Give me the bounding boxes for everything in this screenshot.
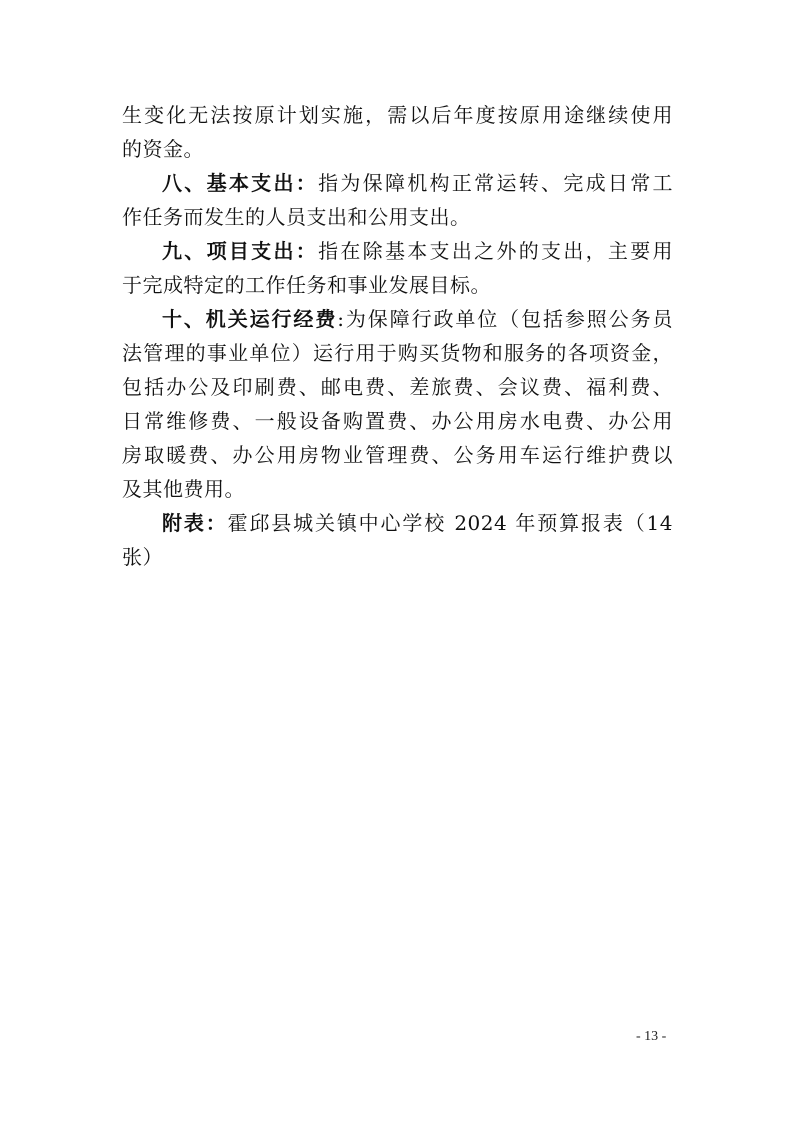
item-8-text: 指为保障机构正常运转、完成日常工	[318, 171, 674, 195]
item-8-heading: 八、基本支出：	[162, 171, 319, 195]
item-10-text: :为保障行政单位（包括参照公务员	[337, 307, 673, 331]
paragraph-line: 作任务而发生的人员支出和公用支出。	[122, 205, 471, 229]
paragraph-line: 的资金。	[122, 137, 204, 161]
page-number: - 13 -	[636, 1029, 667, 1044]
paragraph-line: 于完成特定的工作任务和事业发展目标。	[122, 273, 491, 297]
item-10-heading: 十、机关运行经费	[162, 307, 338, 331]
attachment-heading: 附表：	[162, 511, 228, 535]
paragraph-line: 房取暖费、办公用房物业管理费、公务用车运行维护费以	[122, 443, 673, 467]
item-9-text: 指在除基本支出之外的支出，主要用	[318, 239, 674, 263]
attachment-first-line	[162, 506, 673, 540]
item-9-first-line	[162, 234, 673, 268]
paragraph-line: 张）	[122, 545, 163, 569]
item-8-first-line	[162, 166, 673, 200]
paragraph-line: 包括办公及印刷费、邮电费、差旅费、会议费、福利费、	[122, 375, 673, 399]
paragraph-line: 法管理的事业单位）运行用于购买货物和服务的各项资金，	[122, 341, 673, 365]
item-10-first-line	[162, 302, 673, 336]
attachment-text: 霍邱县城关镇中心学校 2024 年预算报表（14	[227, 511, 673, 535]
item-9-heading: 九、项目支出：	[162, 239, 319, 263]
paragraph-line: 日常维修费、一般设备购置费、办公用房水电费、办公用	[122, 409, 673, 433]
paragraph-line: 生变化无法按原计划实施，需以后年度按原用途继续使用	[122, 103, 673, 127]
paragraph-line: 及其他费用。	[122, 477, 245, 501]
